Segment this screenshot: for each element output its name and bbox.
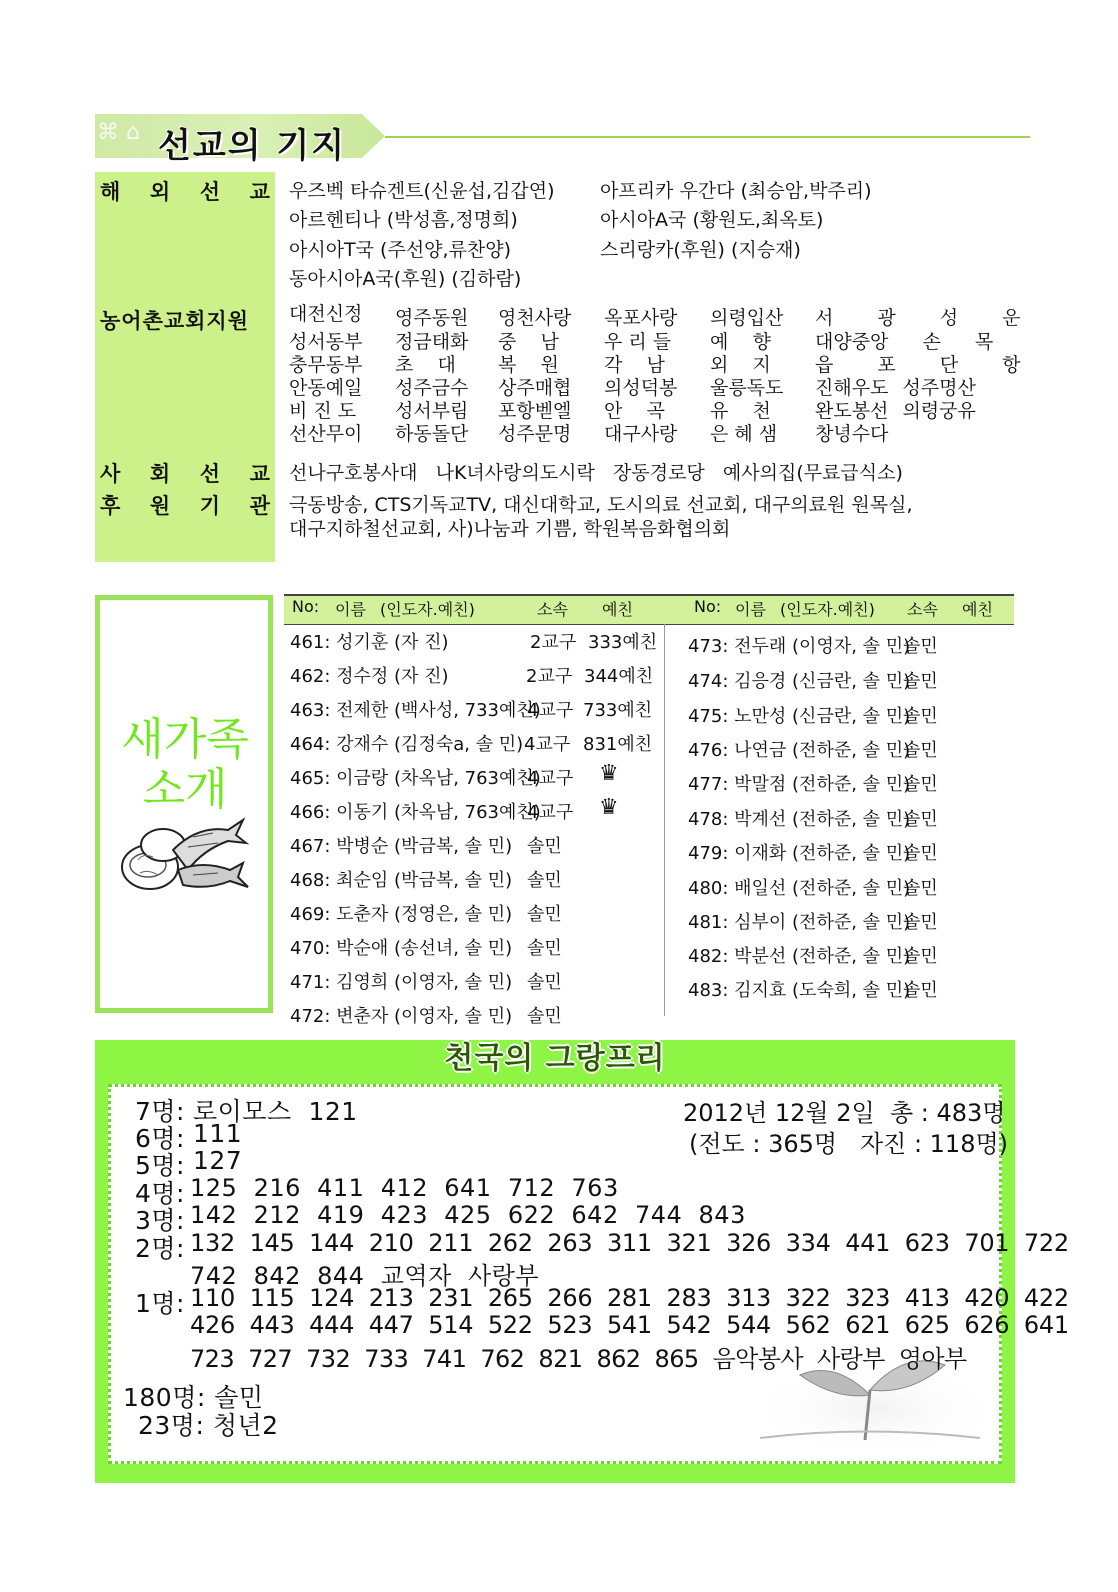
family-row-group: 2교구 [530, 632, 577, 653]
family-row-group: 솔민 [903, 980, 938, 1001]
grandprix-values: 426 443 444 447 514 522 523 541 542 544 562 621 625 626 641 [190, 1311, 1069, 1339]
family-row-group: 솔민 [527, 870, 562, 891]
family-row-name: 480: 배일선 (전하준, 솔 민) [688, 878, 911, 899]
family-row-name: 473: 전두래 (이영자, 솔 민) [688, 636, 911, 657]
grandprix-extra: 23명: 청년2 [138, 1411, 279, 1440]
rural-cell: 의성덕봉 [604, 377, 678, 399]
header-guide: (인도자.예친) [380, 600, 475, 619]
family-row-name: 461: 성기훈 (자 진) [290, 632, 449, 653]
header-group: 소속 [907, 600, 938, 619]
family-row-name: 462: 정수정 (자 진) [290, 666, 449, 687]
grandprix-values: 125 216 411 412 641 712 763 [190, 1174, 619, 1202]
rural-cell: 충무동부 [289, 354, 363, 376]
overseas-item: 스리랑카(후원) (지승재) [600, 239, 801, 261]
family-row-yechin: 333예친 [588, 632, 658, 653]
rural-cell: 포항벧엘 [498, 400, 572, 422]
family-row-name: 483: 김지효 (도숙희, 솔 민) [688, 980, 911, 1001]
family-row-name: 471: 김영희 (이영자, 솔 민) [290, 972, 513, 993]
family-row-name: 474: 김응경 (신금란, 솔 민) [688, 671, 911, 692]
grandprix-values: 142 212 419 423 425 622 642 744 843 [190, 1201, 746, 1229]
rural-cell: 복 원 [498, 354, 559, 376]
rural-cell: 성주문명 [498, 423, 572, 445]
grandprix-values: 127 [193, 1146, 243, 1175]
header-name: 이름 [335, 600, 366, 619]
grandprix-values: 로이모스 121 [193, 1097, 358, 1126]
family-row-name: 469: 도춘자 (정영은, 솔 민) [290, 904, 513, 925]
header-no: No: [694, 597, 722, 616]
grandprix-values: 723 727 732 733 741 762 821 862 865 음악봉사 사랑부 영아부 [190, 1345, 967, 1373]
overseas-item: 아시아A국 (황원도,최옥토) [600, 209, 824, 231]
grandprix-label: 4명: [135, 1179, 185, 1208]
column-divider [664, 624, 665, 1016]
overseas-item: 동아시아A국(후원) (김하람) [289, 268, 522, 290]
family-row-group: 솔민 [903, 774, 938, 795]
rural-cell: 안동예일 [289, 377, 363, 399]
rural-cell: 각 남 [604, 354, 665, 376]
header-name: 이름 [735, 600, 766, 619]
grandprix-label: 7명: [135, 1097, 185, 1126]
family-row-name: 476: 나연금 (전하준, 솔 민) [688, 740, 911, 761]
family-row-name: 470: 박순애 (송선녀, 솔 민) [290, 938, 513, 959]
family-row-group: 4교구 [527, 700, 574, 721]
header-guide: (인도자.예친) [780, 600, 875, 619]
family-row-name: 463: 전제한 (백사성, 733예친) [290, 700, 541, 721]
grandprix-label: 6명: [135, 1124, 185, 1153]
rural-row: 대전신정 [289, 303, 363, 325]
family-row-group: 솔민 [527, 836, 562, 857]
overseas-item: 아프리카 우간다 (최승암,박주리) [600, 180, 872, 202]
rural-cell: 정금태화 [395, 331, 469, 353]
family-row-name: 465: 이금랑 (차옥남, 763예친) [290, 768, 541, 789]
new-family-title: 새가족 소개 [121, 714, 249, 815]
rural-cell: 의령입산 [710, 307, 784, 329]
overseas-item: 아시아T국 (주선양,류찬양) [289, 239, 512, 261]
family-row-group: 솔민 [903, 671, 938, 692]
rural-cell: 영주동원 [395, 307, 469, 329]
family-row-name: 477: 박말점 (전하준, 솔 민) [688, 774, 911, 795]
family-row-group: 솔민 [527, 938, 562, 959]
family-row-group: 솔민 [903, 912, 938, 933]
family-row-name: 466: 이동기 (차옥남, 763예친) [290, 802, 541, 823]
rural-cell: 선산무이 [289, 423, 363, 445]
title-rule [385, 136, 1030, 138]
header-group: 소속 [537, 600, 568, 619]
rural-cell: 진해우도 성주명산 [815, 377, 976, 399]
family-row-group: 솔민 [903, 706, 938, 727]
grandprix-label: 5명: [135, 1151, 185, 1180]
rural-cell: 울릉독도 [710, 377, 784, 399]
bread-fish-illustration [118, 815, 253, 895]
rural-cell: 영천사랑 [498, 307, 572, 329]
rural-cell: 은 혜 샘 [710, 423, 778, 445]
family-row-group: 솔민 [903, 946, 938, 967]
grandprix-values: 132 145 144 210 211 262 263 311 321 326 334 441 623 701 722 [190, 1229, 1069, 1257]
family-row-name: 482: 박분선 (전하준, 솔 민) [688, 946, 911, 967]
rural-cell: 성서동부 [289, 331, 363, 353]
grandprix-values: 742 842 844 교역자 사랑부 [190, 1262, 540, 1290]
family-row-yechin: 344예친 [584, 666, 654, 687]
rural-cell: 서 광 성 운 [815, 307, 1021, 329]
mission-section-title: 선교의 기지 [158, 126, 347, 166]
family-row-name: 479: 이재화 (전하준, 솔 민) [688, 843, 911, 864]
category-rural: 농어촌교회지원 [100, 309, 250, 333]
family-row-group: 솔민 [903, 636, 938, 657]
family-row-group: 4교구 [524, 734, 571, 755]
grandprix-title: 천국의 그랑프리 [444, 1041, 666, 1076]
rural-cell: 읍 포 단 항 [815, 354, 1021, 376]
rural-cell: 외 지 [710, 354, 771, 376]
family-row-name: 467: 박병순 (박금복, 솔 민) [290, 836, 513, 857]
grandprix-date-total: 2012년 12월 2일 총 : 483명 [683, 1099, 1006, 1127]
family-row-yechin: 733예친 [583, 700, 653, 721]
family-row-group: 솔민 [527, 1006, 562, 1027]
family-row-name: 464: 강재수 (김정숙a, 솔 민) [290, 734, 524, 755]
family-row-group: 2교구 [526, 666, 573, 687]
rural-cell: 창녕수다 [815, 423, 889, 445]
family-row-group: 4교구 [527, 802, 574, 823]
rural-cell: 옥포사랑 [604, 307, 678, 329]
social-mission-list: 선나구호봉사대 나K녀사랑의도시락 장동경로당 예사의집(무료급식소) [289, 462, 903, 484]
family-row-group: 솔민 [903, 740, 938, 761]
family-row-group: 4교구 [527, 768, 574, 789]
rural-cell: 상주매협 [498, 377, 572, 399]
rural-cell: 대양중앙 손 목 [815, 331, 994, 353]
rural-cell: 우 리 들 [604, 331, 672, 353]
category-overseas: 해 외 선 교 [100, 180, 270, 204]
grandprix-breakdown: (전도 : 365명 자진 : 118명) [689, 1130, 1009, 1158]
family-row-name: 468: 최순임 (박금복, 솔 민) [290, 870, 513, 891]
family-row-yechin: 831예친 [583, 734, 653, 755]
grandprix-label: 3명: [135, 1206, 185, 1235]
rural-cell: 중 남 [498, 331, 559, 353]
family-row-name: 481: 심부이 (전하준, 솔 민) [688, 912, 911, 933]
rural-cell: 예 향 [710, 331, 771, 353]
family-row-name: 478: 박계선 (전하준, 솔 민) [688, 809, 911, 830]
family-row-name: 472: 변춘자 (이영자, 솔 민) [290, 1006, 513, 1027]
header-no: No: [292, 597, 320, 616]
family-row-group: 솔민 [903, 809, 938, 830]
rural-cell: 하동돌단 [395, 423, 469, 445]
grandprix-label: 1명: [135, 1289, 185, 1318]
grandprix-label: 2명: [135, 1234, 185, 1263]
rural-cell: 안 곡 [604, 400, 665, 422]
category-social: 사 회 선 교 [100, 462, 270, 486]
grandprix-extra: 180명: 솔민 [123, 1383, 264, 1412]
category-sponsor: 후 원 기 관 [100, 494, 270, 518]
family-row-group: 솔민 [527, 904, 562, 925]
rural-cell: 성주금수 [395, 377, 469, 399]
rural-cell: 비 진 도 [289, 400, 357, 422]
crown-icon: ♛ [599, 761, 619, 786]
rural-cell: 유 천 [710, 400, 771, 422]
family-row-group: 솔민 [903, 843, 938, 864]
family-row-name: 475: 노만성 (신금란, 솔 민) [688, 706, 911, 727]
overseas-item: 아르헨티나 (박성흠,정명희) [289, 209, 518, 231]
header-yechin: 예친 [602, 600, 633, 619]
banner-decoration: ⌘ ⌂ [97, 120, 140, 145]
sponsor-line: 극동방송, CTS기독교TV, 대신대학교, 도시의료 선교회, 대구의료원 원목실, [289, 494, 913, 516]
overseas-item: 우즈벡 타슈겐트(신윤섭,김갑연) [289, 180, 555, 202]
grandprix-values: 110 115 124 213 231 265 266 281 283 313 322 323 413 420 422 [190, 1284, 1069, 1312]
rural-cell: 완도봉선 의령궁유 [815, 400, 976, 422]
grandprix-values: 111 [193, 1119, 243, 1148]
family-row-group: 솔민 [903, 878, 938, 899]
crown-icon: ♛ [599, 795, 619, 820]
rural-cell: 초 대 [395, 354, 456, 376]
sponsor-line: 대구지하철선교회, 사)나눔과 기쁨, 학원복음화협의회 [289, 518, 731, 540]
header-yechin: 예친 [962, 600, 993, 619]
rural-cell: 성서부림 [395, 400, 469, 422]
rural-cell: 대구사랑 [604, 423, 678, 445]
family-row-group: 솔민 [527, 972, 562, 993]
